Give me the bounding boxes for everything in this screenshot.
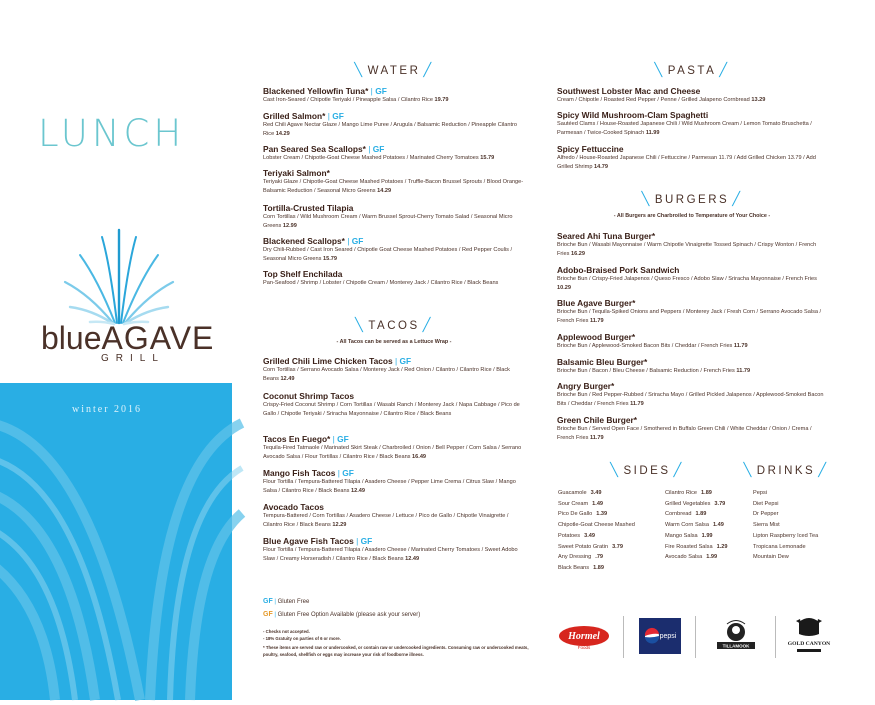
item-name: Avocado Tacos: [263, 502, 324, 512]
item-name: Spicy Fettuccine: [557, 144, 624, 154]
item-price: 16.49: [412, 453, 427, 460]
item-desc: Tempura-Battered / Corn Tortillas / Asadero Cheese / Lettuce / Pico de Gallo / Chipotle Vinaigrette / Cilantro Rice / Black Beans: [263, 513, 509, 528]
item-desc: Dry Chili-Rubbed / Cast Iron Seared / Chipotle Goat Cheese Mashed Potatoes / Red Pepper Coulis / Seasonal Micro Greens: [263, 247, 513, 262]
item-price: 12.49: [280, 375, 295, 382]
item-price: 15.79: [323, 255, 338, 262]
blue-wave-panel: [0, 383, 232, 700]
item-desc: Corn Tortillas / Wild Mushroom Cream / Warm Brussel Sprout-Cherry Tomato Salad / Seasonal Micro Greens: [263, 214, 513, 229]
sides-title: SIDES: [623, 464, 671, 477]
side-item: Cornbread 1.89: [665, 511, 707, 518]
drinks-title: DRINKS: [756, 464, 816, 477]
item-desc: Red Chili Agave Nectar Glaze / Mango Lime Puree / Arugula / Balsamic Reduction / Pineapple Cilantro Rice: [263, 122, 518, 137]
pasta-section-header: [557, 63, 827, 78]
tacos-note: - All Tacos can be served as a Lettuce Wrap -: [336, 339, 452, 345]
menu-item: [557, 231, 827, 259]
logo-divider: [623, 616, 624, 658]
swash-right-icon: ╱: [732, 192, 743, 207]
gf-badge: GF: [342, 468, 354, 478]
item-desc: Tequila-Fired Tatmaole / Marinated Skirt Steak / Charbroiled / Onion / Bell Pepper / Corn Salsa / Serrano Avocado Salsa / Flour Tortillas / Cilantro Rice / Black Beans: [263, 445, 522, 460]
item-name: Coconut Shrimp Tacos: [263, 391, 355, 401]
item-desc: Alfredo / House-Roasted Japanese Chili / Fettuccine / Parmesan 11.79 / Add Grilled Chicken 13.79 / Add Grilled Shrimp: [557, 155, 816, 170]
item-price: 14.29: [377, 187, 392, 194]
item-price: 11.79: [733, 343, 748, 349]
item-name: Grilled Chili Lime Chicken Tacos: [263, 356, 393, 366]
item-name: Tortilla-Crusted Tilapia: [263, 203, 354, 213]
menu-item: [557, 144, 827, 172]
item-price: 11.79: [630, 400, 644, 407]
side-item: Sour Cream 1.49: [558, 500, 604, 507]
item-name: Blue Agave Fish Tacos: [263, 536, 354, 546]
item-name: Grilled Salmon*: [263, 111, 326, 121]
menu-item: [557, 110, 827, 138]
menu-item: [263, 203, 525, 231]
hormel-logo: [557, 622, 611, 652]
item-name: Blue Agave Burger*: [557, 298, 636, 308]
fine-print: [263, 629, 533, 658]
drink-item: Dr Pepper: [753, 511, 779, 518]
fine-print-line: - 18% Gratuity on parties of 6 or more.: [263, 635, 341, 641]
gold-canyon-logo-text: GOLD CANYON: [787, 641, 831, 647]
sides-list-1: [558, 488, 658, 574]
item-name: Blackened Scallops*: [263, 236, 345, 246]
item-name: Angry Burger*: [557, 381, 615, 391]
drink-item: Diet Pepsi: [753, 500, 779, 507]
tacos-title: TACOS: [368, 319, 420, 332]
pepsi-logo-text: pepsi: [659, 633, 677, 640]
brand-name-part2: AGAVE: [101, 320, 215, 356]
swash-left-icon: ╲: [641, 192, 652, 207]
menu-item: Tacos En Fuego* | GF Tequila-Fired Tatmaole / Marinated Skirt Steak / Charbroiled / Onion / Bell Pepper / Corn Salsa / Serrano Avocado Salsa / Flour Tortillas / Cilantro Rice / Black Beans 16.49: [263, 434, 522, 460]
drinks-list: [753, 488, 833, 563]
side-item: Warm Corn Salsa 1.49: [665, 522, 724, 529]
hormel-logo-text: Hormel: [568, 631, 600, 642]
side-item: Grilled Vegetables 3.79: [665, 500, 726, 507]
drink-item: Mountain Dew: [753, 554, 789, 561]
drink-item: Pepsi: [753, 490, 767, 496]
menu-item: Blue Agave Fish Tacos | GF Flour Tortilla / Tempura-Battered Tilapia / Asadero Cheese / Marinated Cherry Tomatoes / Sweet Adobo Slaw / Creamy Horseradish / Cilantro Rice / Black Beans 12.49: [263, 536, 518, 562]
side-item: Pico De Gallo 1.39: [558, 511, 608, 518]
item-price: 16.29: [571, 250, 585, 257]
menu-item: [557, 86, 827, 105]
brand-logo-text: [41, 320, 214, 357]
item-name: Adobo-Braised Pork Sandwich: [557, 265, 680, 275]
side-item: Guacamole 3.49: [558, 490, 602, 496]
menu-item: Grilled Salmon* | GF Red Chili Agave Nectar Glaze / Mango Lime Puree / Arugula / Balsamic Reduction / Pineapple Cilantro Rice 14.29: [263, 111, 518, 137]
swash-left-icon: ╲: [355, 318, 366, 333]
menu-item: [557, 265, 827, 293]
item-desc: Crispy-Fried Coconut Shrimp / Corn Tortillas / Wasabi Ranch / Monterey Jack / Napa Cabbage / Pico de Gallo / Chipotle Teriyaki / Sriracha Mayonnaise / Cilantro Rice / Black Beans: [263, 402, 520, 417]
tillamook-logo-text: TILLAMOOK: [722, 643, 750, 649]
item-price: 11.79: [736, 368, 751, 374]
menu-item: [557, 332, 827, 351]
side-item: Any Dressing .79: [558, 554, 604, 561]
item-name: Seared Ahi Tuna Burger*: [557, 231, 656, 241]
item-price: 15.79: [480, 155, 495, 161]
brand-grill: GRILL: [101, 353, 165, 364]
side-item: Avocado Salsa 1.99: [665, 554, 718, 561]
item-name: Applewood Burger*: [557, 332, 636, 342]
gf-badge: GF: [337, 434, 349, 444]
swash-right-icon: ╱: [818, 463, 829, 478]
item-name: Spicy Wild Mushroom-Clam Spaghetti: [557, 110, 709, 120]
item-desc: Corn Tortillas / Serrano Avocado Salsa / Monterey Jack / Red Onion / Cilantro / Cilantro Rice / Black Beans: [263, 367, 510, 382]
sides-section-header: [557, 463, 737, 478]
swash-left-icon: ╲: [610, 463, 621, 478]
side-item: Fire Roasted Salsa 1.29: [665, 543, 728, 550]
agave-logo-icon: [60, 225, 178, 325]
menu-item: [263, 391, 525, 419]
item-desc: Flour Tortilla / Tempura-Battered Tilapia / Asadero Cheese / Pepper Lime Crema / Citrus Slaw / Mango Salsa / Cilantro Rice / Black Beans: [263, 479, 516, 494]
gf-option-legend: GF | Gluten Free Option Available (please ask your server): [263, 611, 421, 618]
item-desc: Cream / Chipotle / Roasted Red Pepper / Penne / Grilled Jalapeno Cornbread: [557, 97, 750, 103]
menu-item: [263, 269, 525, 288]
menu-item: Grilled Chili Lime Chicken Tacos | GF Corn Tortillas / Serrano Avocado Salsa / Monterey Jack / Red Onion / Cilantro / Cilantro Rice / Black Beans 12.49: [263, 356, 510, 382]
item-desc: Brioche Bun / Wasabi Mayonnaise / Warm Chipotle Vinaigrette Tossed Spinach / Crispy Wonton / French Fries: [557, 242, 817, 257]
drink-item: Tropicana Lemonade: [753, 543, 806, 550]
item-name: Mango Fish Tacos: [263, 468, 336, 478]
item-price: 14.79: [594, 163, 608, 170]
burgers-section-header: [557, 192, 827, 207]
side-item: Mango Salsa 1.99: [665, 532, 713, 539]
item-price: 13.29: [751, 97, 766, 103]
item-price: 14.29: [275, 130, 290, 137]
item-name: Pan Seared Sea Scallops*: [263, 144, 366, 154]
item-desc: Brioche Bun / Tequila-Spiked Onions and Peppers / Monterey Jack / Fresh Corn / Serrano Avocado Salsa / French Fries: [557, 309, 822, 324]
side-item: Chipotle-Goat Cheese Mashed: [558, 522, 635, 529]
item-name: Tacos En Fuego*: [263, 434, 331, 444]
menu-item: [557, 298, 827, 326]
swash-left-icon: ╲: [654, 63, 665, 78]
lunch-title: LUNCH: [38, 112, 186, 155]
item-name: Top Shelf Enchilada: [263, 269, 343, 279]
swash-right-icon: ╱: [719, 63, 730, 78]
brand-panel: [0, 0, 232, 700]
side-item: Cilantro Rice 1.89: [665, 490, 712, 496]
item-price: 19.79: [434, 97, 449, 103]
item-name: Balsamic Bleu Burger*: [557, 357, 648, 367]
menu-item: [263, 502, 525, 530]
side-item: Black Beans 1.89: [558, 564, 604, 571]
gf-badge: GF: [375, 86, 387, 96]
logo-divider: [775, 616, 776, 658]
item-desc: Teriyaki Glaze / Chipotle-Goat Cheese Mashed Potatoes / Truffle-Bacon Brussel Sprouts / Blood Orange-Balsamic Reduction / Seasonal Micro Greens: [263, 179, 524, 194]
pasta-title: PASTA: [667, 64, 717, 77]
swash-left-icon: ╲: [354, 63, 365, 78]
gf-badge: GF: [351, 236, 364, 246]
gf-badge: GF: [372, 144, 385, 154]
burgers-title: BURGERS: [654, 193, 730, 206]
tillamook-logo: [707, 618, 765, 654]
menu-item: Blackened Yellowfin Tuna* | GF Cast Iron-Seared / Chipotle Teriyaki / Pineapple Salsa / Cilantro Rice 19.79: [263, 86, 449, 103]
tacos-section-header: [263, 318, 525, 333]
item-price: 11.79: [589, 434, 604, 441]
swash-right-icon: ╱: [673, 463, 684, 478]
gf-badge: GF: [360, 536, 373, 546]
fine-print-line: - Checks not accepted.: [263, 629, 310, 634]
item-desc: Cast Iron-Seared / Chipotle Teriyaki / Pineapple Salsa / Cilantro Rice: [263, 97, 433, 103]
item-name: Blackened Yellowfin Tuna*: [263, 86, 369, 96]
burgers-note: - All Burgers are Charbroiled to Temperature of Your Choice -: [613, 213, 771, 219]
side-item: Sweet Potato Gratin 3.79: [558, 543, 623, 550]
gf-legend-badge: GF: [263, 598, 273, 605]
menu-item: [557, 381, 827, 409]
menu-item: [557, 415, 827, 443]
gf-legend: GF | Gluten Free: [263, 598, 310, 605]
hormel-logo-subtext: Foods: [577, 645, 591, 650]
item-price: 12.49: [405, 555, 420, 562]
menu-item: Pan Seared Sea Scallops* | GF Lobster Cream / Chipotle-Goat Cheese Mashed Potatoes / Marinated Cherry Tomatoes 15.79: [263, 144, 495, 161]
item-name: Teriyaki Salmon*: [263, 168, 330, 178]
menu-item: [263, 168, 525, 196]
wave-pattern-icon: [0, 383, 232, 700]
item-desc: Sautéed Clams / House-Roasted Japanese Chili / Wild Mushroom Cream / Lemon Tomato Bruschetta / Parmesan / Twice-Cooked Spinach: [557, 121, 812, 136]
item-desc: Lobster Cream / Chipotle-Goat Cheese Mashed Potatoes / Marinated Cherry Tomatoes: [263, 155, 479, 161]
logo-divider: [695, 616, 696, 658]
item-desc: Pan-Seafood / Shrimp / Lobster / Chipotle Cream / Monterey Jack / Cilantro Rice / Black Beans: [263, 280, 499, 286]
item-name: Green Chile Burger*: [557, 415, 638, 425]
item-price: 12.29: [332, 521, 347, 528]
item-desc: Brioche Bun / Red Pepper-Rubbed / Sriracha Mayo / Grilled Pickled Jalapenos / Applewood-Smoked Bacon Bits / Cheddar / French Fries: [557, 392, 824, 407]
gf-option-text: Gluten Free Option Available (please ask your server): [277, 612, 421, 618]
gf-badge: GF: [332, 111, 344, 121]
item-desc: Brioche Bun / Bacon / Bleu Cheese / Balsamic Reduction / French Fries: [557, 368, 735, 374]
water-title: WATER: [367, 64, 421, 77]
brand-name-part1: blue: [41, 320, 102, 356]
menu-item: [557, 357, 827, 376]
gold-canyon-logo: [787, 612, 831, 658]
menu-item: Mango Fish Tacos | GF Flour Tortilla / Tempura-Battered Tilapia / Asadero Cheese / Pepper Lime Crema / Citrus Slaw / Mango Salsa / Cilantro Rice / Black Beans 12.49: [263, 468, 516, 494]
gf-badge: GF: [399, 356, 412, 366]
item-price: 10.29: [557, 284, 571, 291]
pepsi-logo: [639, 618, 681, 654]
menu-item: Blackened Scallops* | GF Dry Chili-Rubbed / Cast Iron Seared / Chipotle Goat Cheese Mashed Potatoes / Red Pepper Coulis / Seasonal Micro Greens 15.79: [263, 236, 513, 262]
item-price: 11.99: [645, 129, 660, 136]
item-price: 12.99: [282, 222, 297, 229]
gf-legend-text: Gluten Free: [277, 599, 310, 605]
side-item: Potatoes 3.49: [558, 532, 595, 539]
drink-item: Lipton Raspberry Iced Tea: [753, 532, 819, 539]
item-desc: Brioche Bun / Served Open Face / Smothered in Buffalo Green Chili / White Cheddar / Onion / Crema / French Fries: [557, 426, 812, 441]
water-section-header: [263, 63, 525, 78]
drinks-section-header: [745, 463, 827, 478]
item-price: 11.79: [589, 317, 604, 324]
swash-left-icon: ╲: [743, 463, 754, 478]
fine-print-line: * These items are served raw or undercooked, or contain raw or undercooked ingredients. Consuming raw or undercooked meats, poultry, seafood, shellfish or eggs may increase your risk of foodborne illness.: [263, 645, 529, 657]
season-label: winter 2016: [72, 404, 143, 415]
item-desc: Brioche Bun / Applewood-Smoked Bacon Bits / Cheddar / French Fries: [557, 343, 733, 349]
item-desc: Flour Tortilla / Tempura-Battered Tilapia / Asadero Cheese / Marinated Cherry Tomatoes / Sweet Adobo Slaw / Creamy Horseradish / Cilantro Rice / Black Beans: [263, 547, 518, 562]
item-desc: Brioche Bun / Crispy-Fried Jalapenos / Queso Fresco / Adobo Slaw / Sriracha Mayonnaise / French Fries: [557, 276, 817, 282]
swash-right-icon: ╱: [422, 318, 433, 333]
drink-item: Sierra Mist: [753, 522, 780, 529]
swash-right-icon: ╱: [423, 63, 434, 78]
sides-list-2: [665, 488, 745, 563]
item-price: 12.49: [351, 487, 365, 494]
item-name: Southwest Lobster Mac and Cheese: [557, 86, 701, 96]
gf-option-badge: GF: [263, 611, 273, 618]
